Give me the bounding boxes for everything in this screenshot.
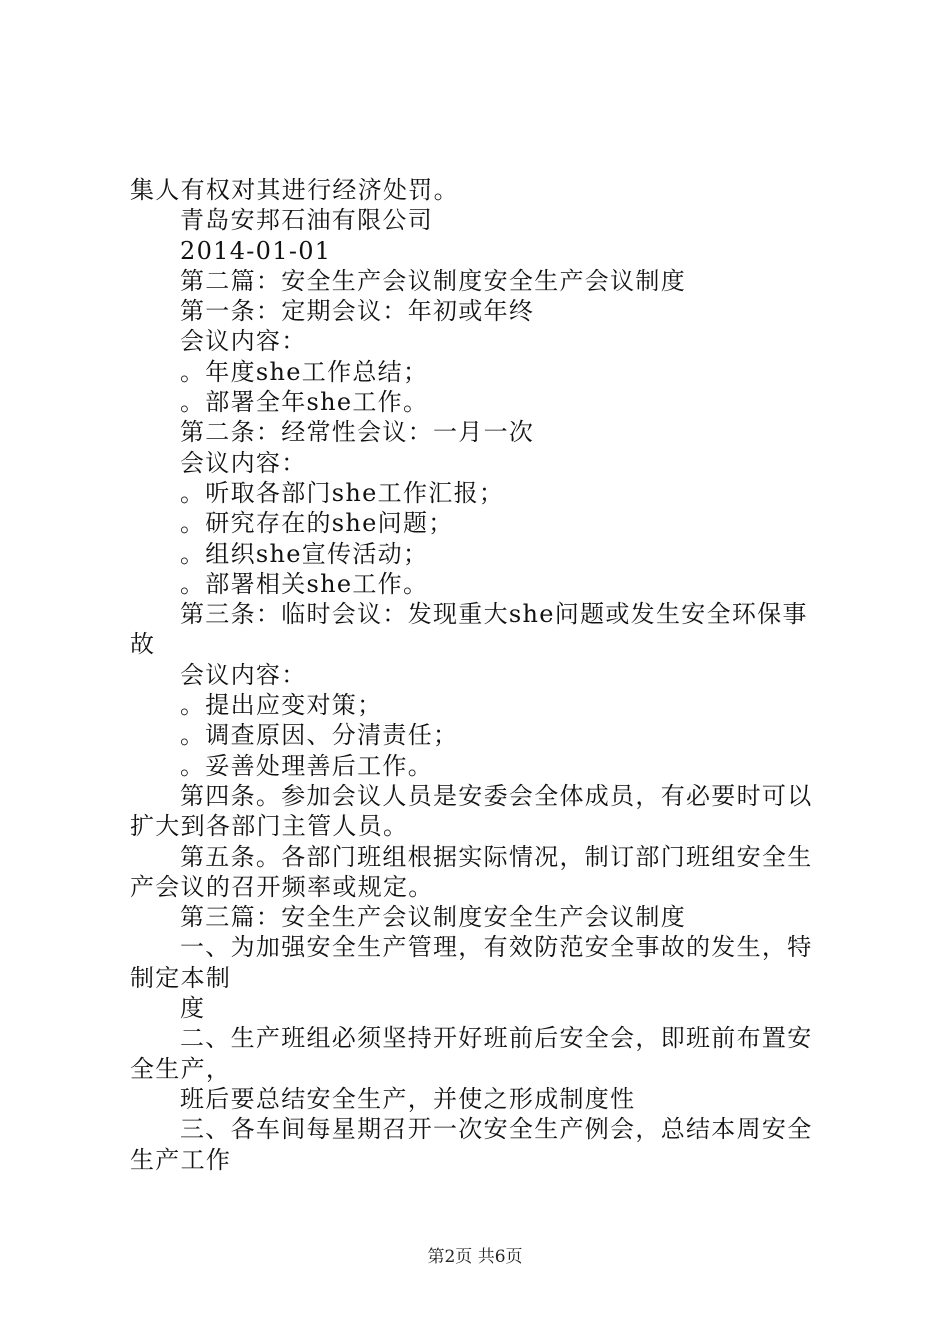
text-line: 。年度she工作总结； xyxy=(180,357,429,386)
text-line: 。部署相关she工作。 xyxy=(180,569,429,598)
text-line: 第三篇：安全生产会议制度安全生产会议制度 xyxy=(180,903,686,932)
text-line: 产会议的召开频率或规定。 xyxy=(130,872,434,901)
text-line: 。听取各部门she工作汇报； xyxy=(180,478,505,507)
text-line: 。研究存在的she问题； xyxy=(180,509,454,538)
text-line: 。调查原因、分清责任； xyxy=(180,721,459,750)
text-line: 二、生产班组必须坚持开好班前后安全会，即班前布置安 xyxy=(180,1024,813,1053)
text-line: 制定本制 xyxy=(130,963,232,992)
text-line: 第二篇：安全生产会议制度安全生产会议制度 xyxy=(180,266,686,295)
text-line: 第四条。参加会议人员是安委会全体成员，有必要时可以 xyxy=(180,781,813,810)
text-line: 会议内容： xyxy=(180,660,307,689)
text-line: 第五条。各部门班组根据实际情况，制订部门班组安全生 xyxy=(180,842,813,871)
page-footer: 第2页 共6页 xyxy=(427,1247,523,1267)
text-line: 。部署全年she工作。 xyxy=(180,388,429,417)
body-text xyxy=(130,175,835,1175)
text-line: 扩大到各部门主管人员。 xyxy=(130,812,409,841)
text-line: 度 xyxy=(180,994,206,1023)
text-line: 班后要总结安全生产，并使之形成制度性 xyxy=(180,1084,636,1113)
text-line: 第三条：临时会议：发现重大she问题或发生安全环保事 xyxy=(180,600,808,629)
text-line: 2014-01-01 xyxy=(180,236,332,265)
text-line: 一、为加强安全生产管理，有效防范安全事故的发生，特 xyxy=(180,933,813,962)
text-line: 故 xyxy=(130,630,156,659)
text-line: 。提出应变对策； xyxy=(180,691,383,720)
text-line: 全生产， xyxy=(130,1054,232,1083)
text-line: 。组织she宣传活动； xyxy=(180,539,429,568)
text-line: 会议内容： xyxy=(180,448,307,477)
text-line: 第二条：经常性会议：一月一次 xyxy=(180,418,535,447)
text-line: 第一条：定期会议：年初或年终 xyxy=(180,297,535,326)
text-line: 生产工作 xyxy=(130,1145,232,1174)
text-line: 青岛安邦石油有限公司 xyxy=(180,206,433,235)
text-line: 三、各车间每星期召开一次安全生产例会，总结本周安全 xyxy=(180,1115,813,1144)
text-line: 集人有权对其进行经济处罚。 xyxy=(130,176,459,204)
text-line: 会议内容： xyxy=(180,327,307,356)
text-line: 。妥善处理善后工作。 xyxy=(180,751,433,780)
